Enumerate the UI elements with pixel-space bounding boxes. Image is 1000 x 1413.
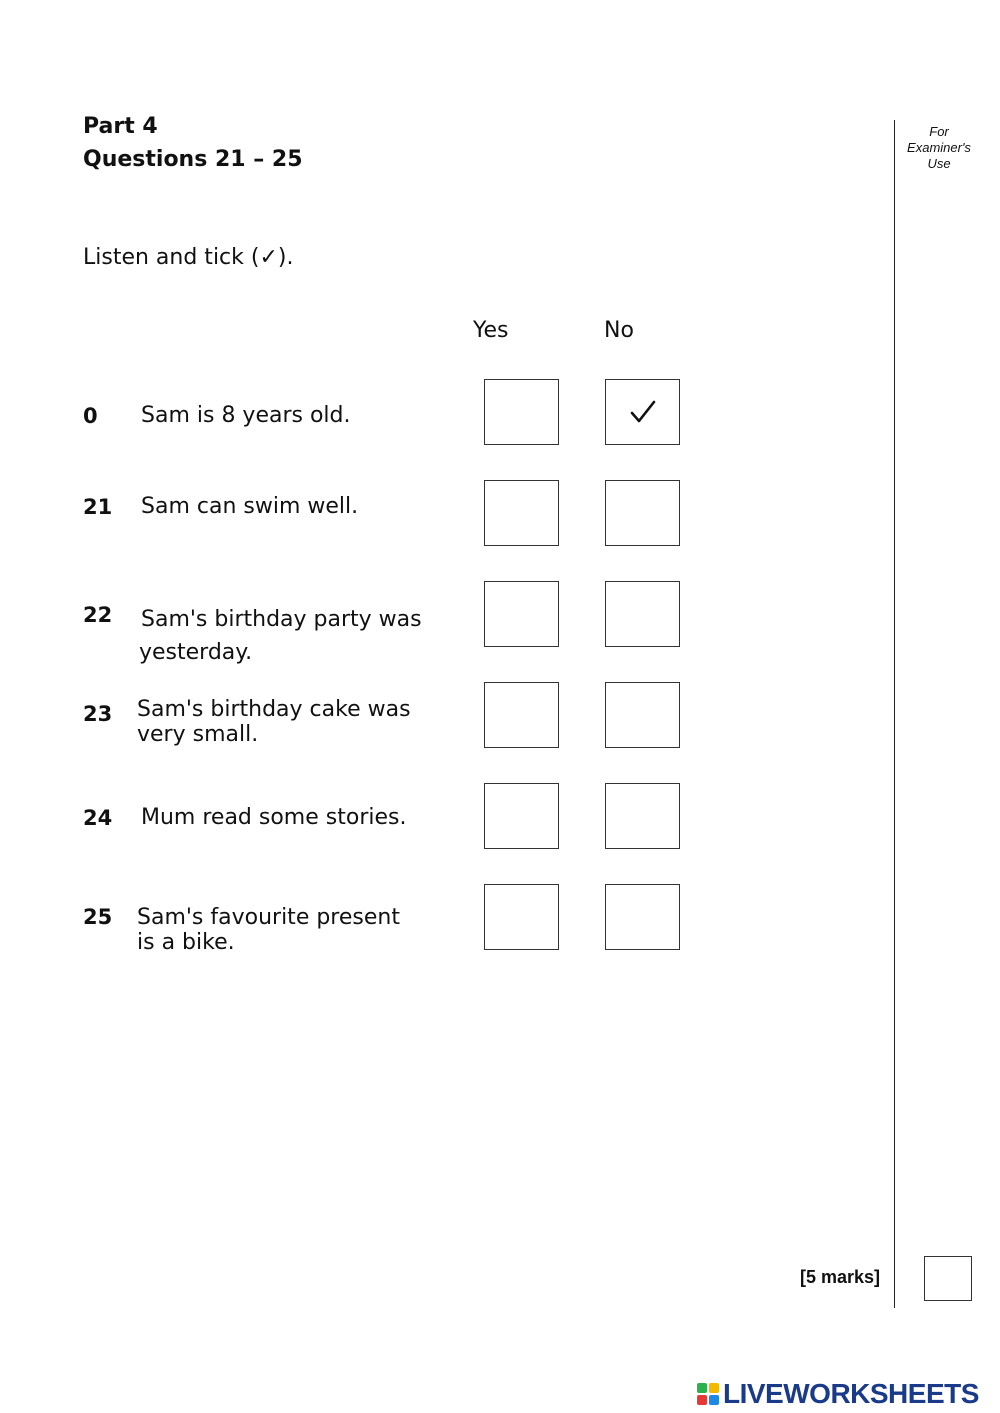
question-text	[141, 403, 461, 428]
question-number: 23	[83, 702, 113, 726]
examiner-note-line: Examiner's	[907, 140, 971, 155]
logo-icon	[697, 1383, 719, 1405]
question-text-line: Sam's favourite present	[137, 905, 400, 930]
question-text-line: Sam is 8 years old.	[141, 403, 351, 428]
question-text-line: very small.	[137, 722, 259, 747]
yes-checkbox[interactable]	[484, 783, 559, 849]
yes-column-header: Yes	[473, 318, 509, 343]
liveworksheets-logo	[697, 1378, 979, 1410]
yes-checkbox[interactable]	[484, 581, 559, 647]
question-text-line: Sam can swim well.	[141, 494, 359, 519]
no-checkbox[interactable]	[605, 379, 680, 445]
examiner-note-line: Use	[927, 156, 951, 171]
no-checkbox[interactable]	[605, 581, 680, 647]
question-number: 21	[83, 495, 113, 519]
question-text-line: Mum read some stories.	[141, 805, 407, 830]
marks-label: [5 marks]	[799, 1267, 880, 1287]
question-number: 22	[83, 603, 113, 627]
question-text	[141, 494, 461, 519]
examiner-use-note	[903, 124, 975, 172]
yes-checkbox[interactable]	[484, 379, 559, 445]
checkmark-icon	[629, 399, 657, 425]
no-checkbox[interactable]	[605, 783, 680, 849]
yes-checkbox[interactable]	[484, 682, 559, 748]
logo-text: LIVEWORKSHEETS	[723, 1378, 979, 1409]
no-checkbox[interactable]	[605, 682, 680, 748]
question-number: 0	[83, 404, 98, 428]
examiner-margin-rule	[894, 120, 895, 1308]
question-text	[141, 805, 461, 830]
yes-checkbox[interactable]	[484, 884, 559, 950]
part-title: Part 4	[83, 114, 158, 139]
question-number: 25	[83, 905, 113, 929]
question-text-line: Sam's birthday cake was	[137, 697, 411, 722]
examiner-note-line: For	[929, 124, 949, 139]
question-text-line: yesterday.	[139, 640, 253, 665]
instruction-text: Listen and tick (✓).	[83, 245, 294, 270]
question-text	[137, 697, 457, 747]
question-text-line: is a bike.	[137, 930, 235, 955]
no-column-header: No	[604, 318, 634, 343]
yes-checkbox[interactable]	[484, 480, 559, 546]
no-checkbox[interactable]	[605, 480, 680, 546]
questions-title: Questions 21 – 25	[83, 147, 303, 172]
no-checkbox[interactable]	[605, 884, 680, 950]
question-text-line: Sam's birthday party was	[141, 607, 422, 632]
question-number: 24	[83, 806, 113, 830]
marks-score-box[interactable]	[924, 1256, 972, 1301]
question-text	[141, 603, 461, 669]
question-text	[137, 905, 457, 955]
